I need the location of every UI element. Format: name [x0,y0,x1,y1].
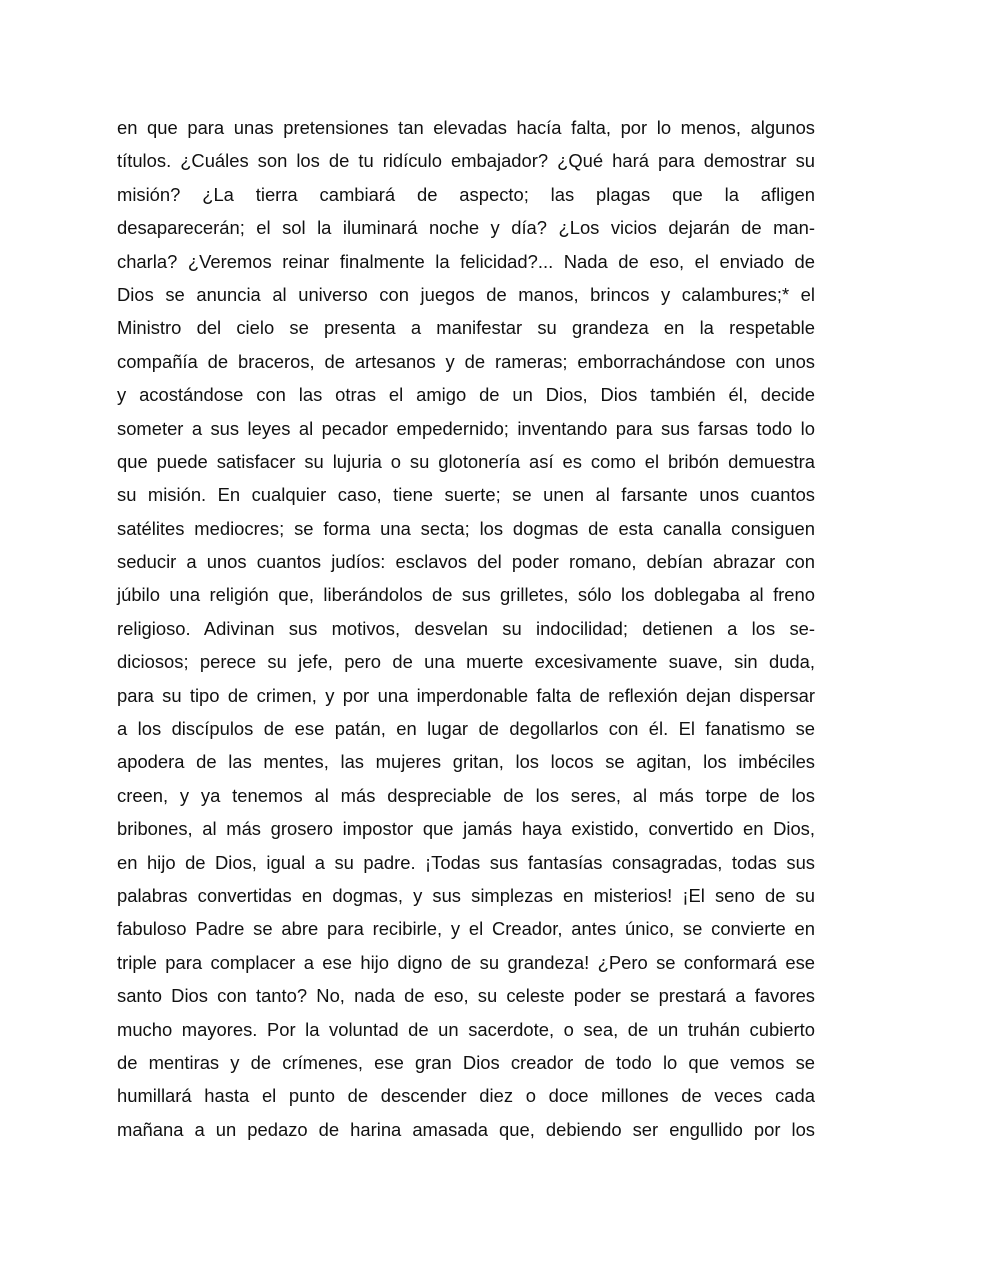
text-line: desaparecerán; el sol la iluminará noche y día? ¿Los vicios dejarán de man- [117,217,815,239]
text-line: seducir a unos cuantos judíos: esclavos del poder romano, debían abrazar con [117,551,815,573]
text-line: triple para complacer a ese hijo digno de su grandeza! ¿Pero se conformará ese [117,951,815,973]
text-line: apodera de las mentes, las mujeres gritan, los locos se agitan, los imbéciles [117,751,815,773]
text-line: mañana a un pedazo de harina amasada que, debiendo ser engullido por los [117,1118,815,1140]
text-line: para su tipo de crimen, y por una imperdonable falta de reflexión dejan dispersar [117,684,815,706]
text-line: santo Dios con tanto? No, nada de eso, su celeste poder se prestará a favores [117,985,815,1007]
text-line: títulos. ¿Cuáles son los de tu ridículo embajador? ¿Qué hará para demostrar su [117,150,815,172]
text-line: fabuloso Padre se abre para recibirle, y el Creador, antes único, se convierte en [117,918,815,940]
text-line: que puede satisfacer su lujuria o su glotonería así es como el bribón demuestra [117,450,815,472]
text-line: Dios se anuncia al universo con juegos de manos, brincos y calambures;* el [117,283,815,305]
text-line: en hijo de Dios, igual a su padre. ¡Todas sus fantasías consagradas, todas sus [117,851,815,873]
text-line: religioso. Adivinan sus motivos, desvelan su indocilidad; detienen a los se- [117,617,815,639]
text-line: y acostándose con las otras el amigo de un Dios, Dios también él, decide [117,384,815,406]
text-line: satélites mediocres; se forma una secta; los dogmas de esta canalla consiguen [117,517,815,539]
text-line: a los discípulos de ese patán, en lugar de degollarlos con él. El fanatismo se [117,718,815,740]
text-line: charla? ¿Veremos reinar finalmente la felicidad?... Nada de eso, el enviado de [117,250,815,272]
text-line: palabras convertidas en dogmas, y sus simplezas en misterios! ¡El seno de su [117,884,815,906]
text-line: compañía de braceros, de artesanos y de rameras; emborrachándose con unos [117,350,815,372]
text-line: de mentiras y de crímenes, ese gran Dios creador de todo lo que vemos se [117,1051,815,1073]
text-line: su misión. En cualquier caso, tiene suerte; se unen al farsante unos cuantos [117,484,815,506]
text-line: mucho mayores. Por la voluntad de un sacerdote, o sea, de un truhán cubierto [117,1018,815,1040]
text-line: en que para unas pretensiones tan elevadas hacía falta, por lo menos, algunos [117,117,815,138]
text-line: diciosos; perece su jefe, pero de una muerte excesivamente suave, sin duda, [117,651,815,673]
text-line: misión? ¿La tierra cambiará de aspecto; las plagas que la afligen [117,183,815,205]
text-line: bribones, al más grosero impostor que jamás haya existido, convertido en Dios, [117,818,815,840]
text-line: Ministro del cielo se presenta a manifestar su grandeza en la respetable [117,317,815,339]
text-line: humillará hasta el punto de descender diez o doce millones de veces cada [117,1085,815,1107]
body-text [117,111,815,1146]
text-line: creen, y ya tenemos al más despreciable de los seres, al más torpe de los [117,784,815,806]
text-line: júbilo una religión que, liberándolos de sus grilletes, sólo los doblegaba al freno [117,584,815,606]
text-line: someter a sus leyes al pecador empedernido; inventando para sus farsas todo lo [117,417,815,439]
